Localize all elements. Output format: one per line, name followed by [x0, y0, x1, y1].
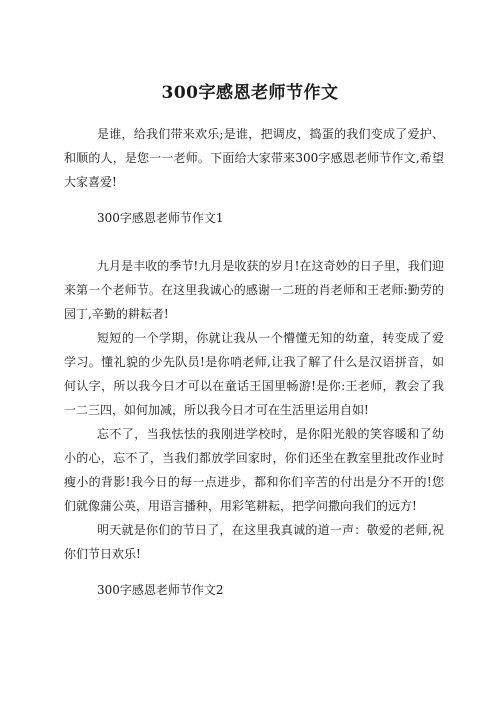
- section-1-paragraph-3: 忘不了，当我怯怯的我刚进学校时，是你阳光般的笑容暖和了幼小的心，忘不了，当我们都放学回家时，你们还坐在教室里批改作业时瘦小的背影!我今日的每一点进步，都和你们辛苦的付出是分不开的!您们就像蒲公英，用语言播种，用彩笔耕耘，把学问撒向我们的远方!: [64, 427, 444, 513]
- intro-paragraph: 是谁，给我们带来欢乐;是谁，把调皮，捣蛋的我们变成了爱护、和顺的人，是您一一老师。下面给大家带来300字感恩老师节作文,希望大家喜爱!: [64, 127, 444, 189]
- section-heading-2: 300字感恩老师节作文2: [97, 583, 224, 597]
- section-1-paragraph-2: 短短的一个学期，你就让我从一个懵懂无知的幼童，转变成了爱学习。懂礼貌的少先队员!是你哨老师,让我了解了什么是汉语拼音，如何认字，所以我今日才可以在童话王国里畅游!是你:王老师，教会了我一二三四，如何加减，所以我今日才可在生活里运用自如!: [64, 331, 444, 417]
- document-title: 300字感恩老师节作文: [161, 83, 339, 103]
- section-1-paragraph-4: 明天就是你们的节日了，在这里我真诚的道一声：敬爱的老师,祝你们节日欢乐!: [64, 523, 444, 561]
- document-body: [64, 122, 444, 602]
- spacer: [64, 194, 444, 206]
- section-1-paragraph-1: 九月是丰收的季节!九月是收获的岁月!在这奇妙的日子里，我们迎来第一个老师节。在这里我诚心的感谢一二班的肖老师和王老师:勤劳的园丁,辛勤的耕耘者!: [64, 259, 444, 321]
- section-heading-1: 300字感恩老师节作文1: [97, 211, 224, 225]
- spacer: [64, 230, 444, 254]
- spacer: [64, 566, 444, 578]
